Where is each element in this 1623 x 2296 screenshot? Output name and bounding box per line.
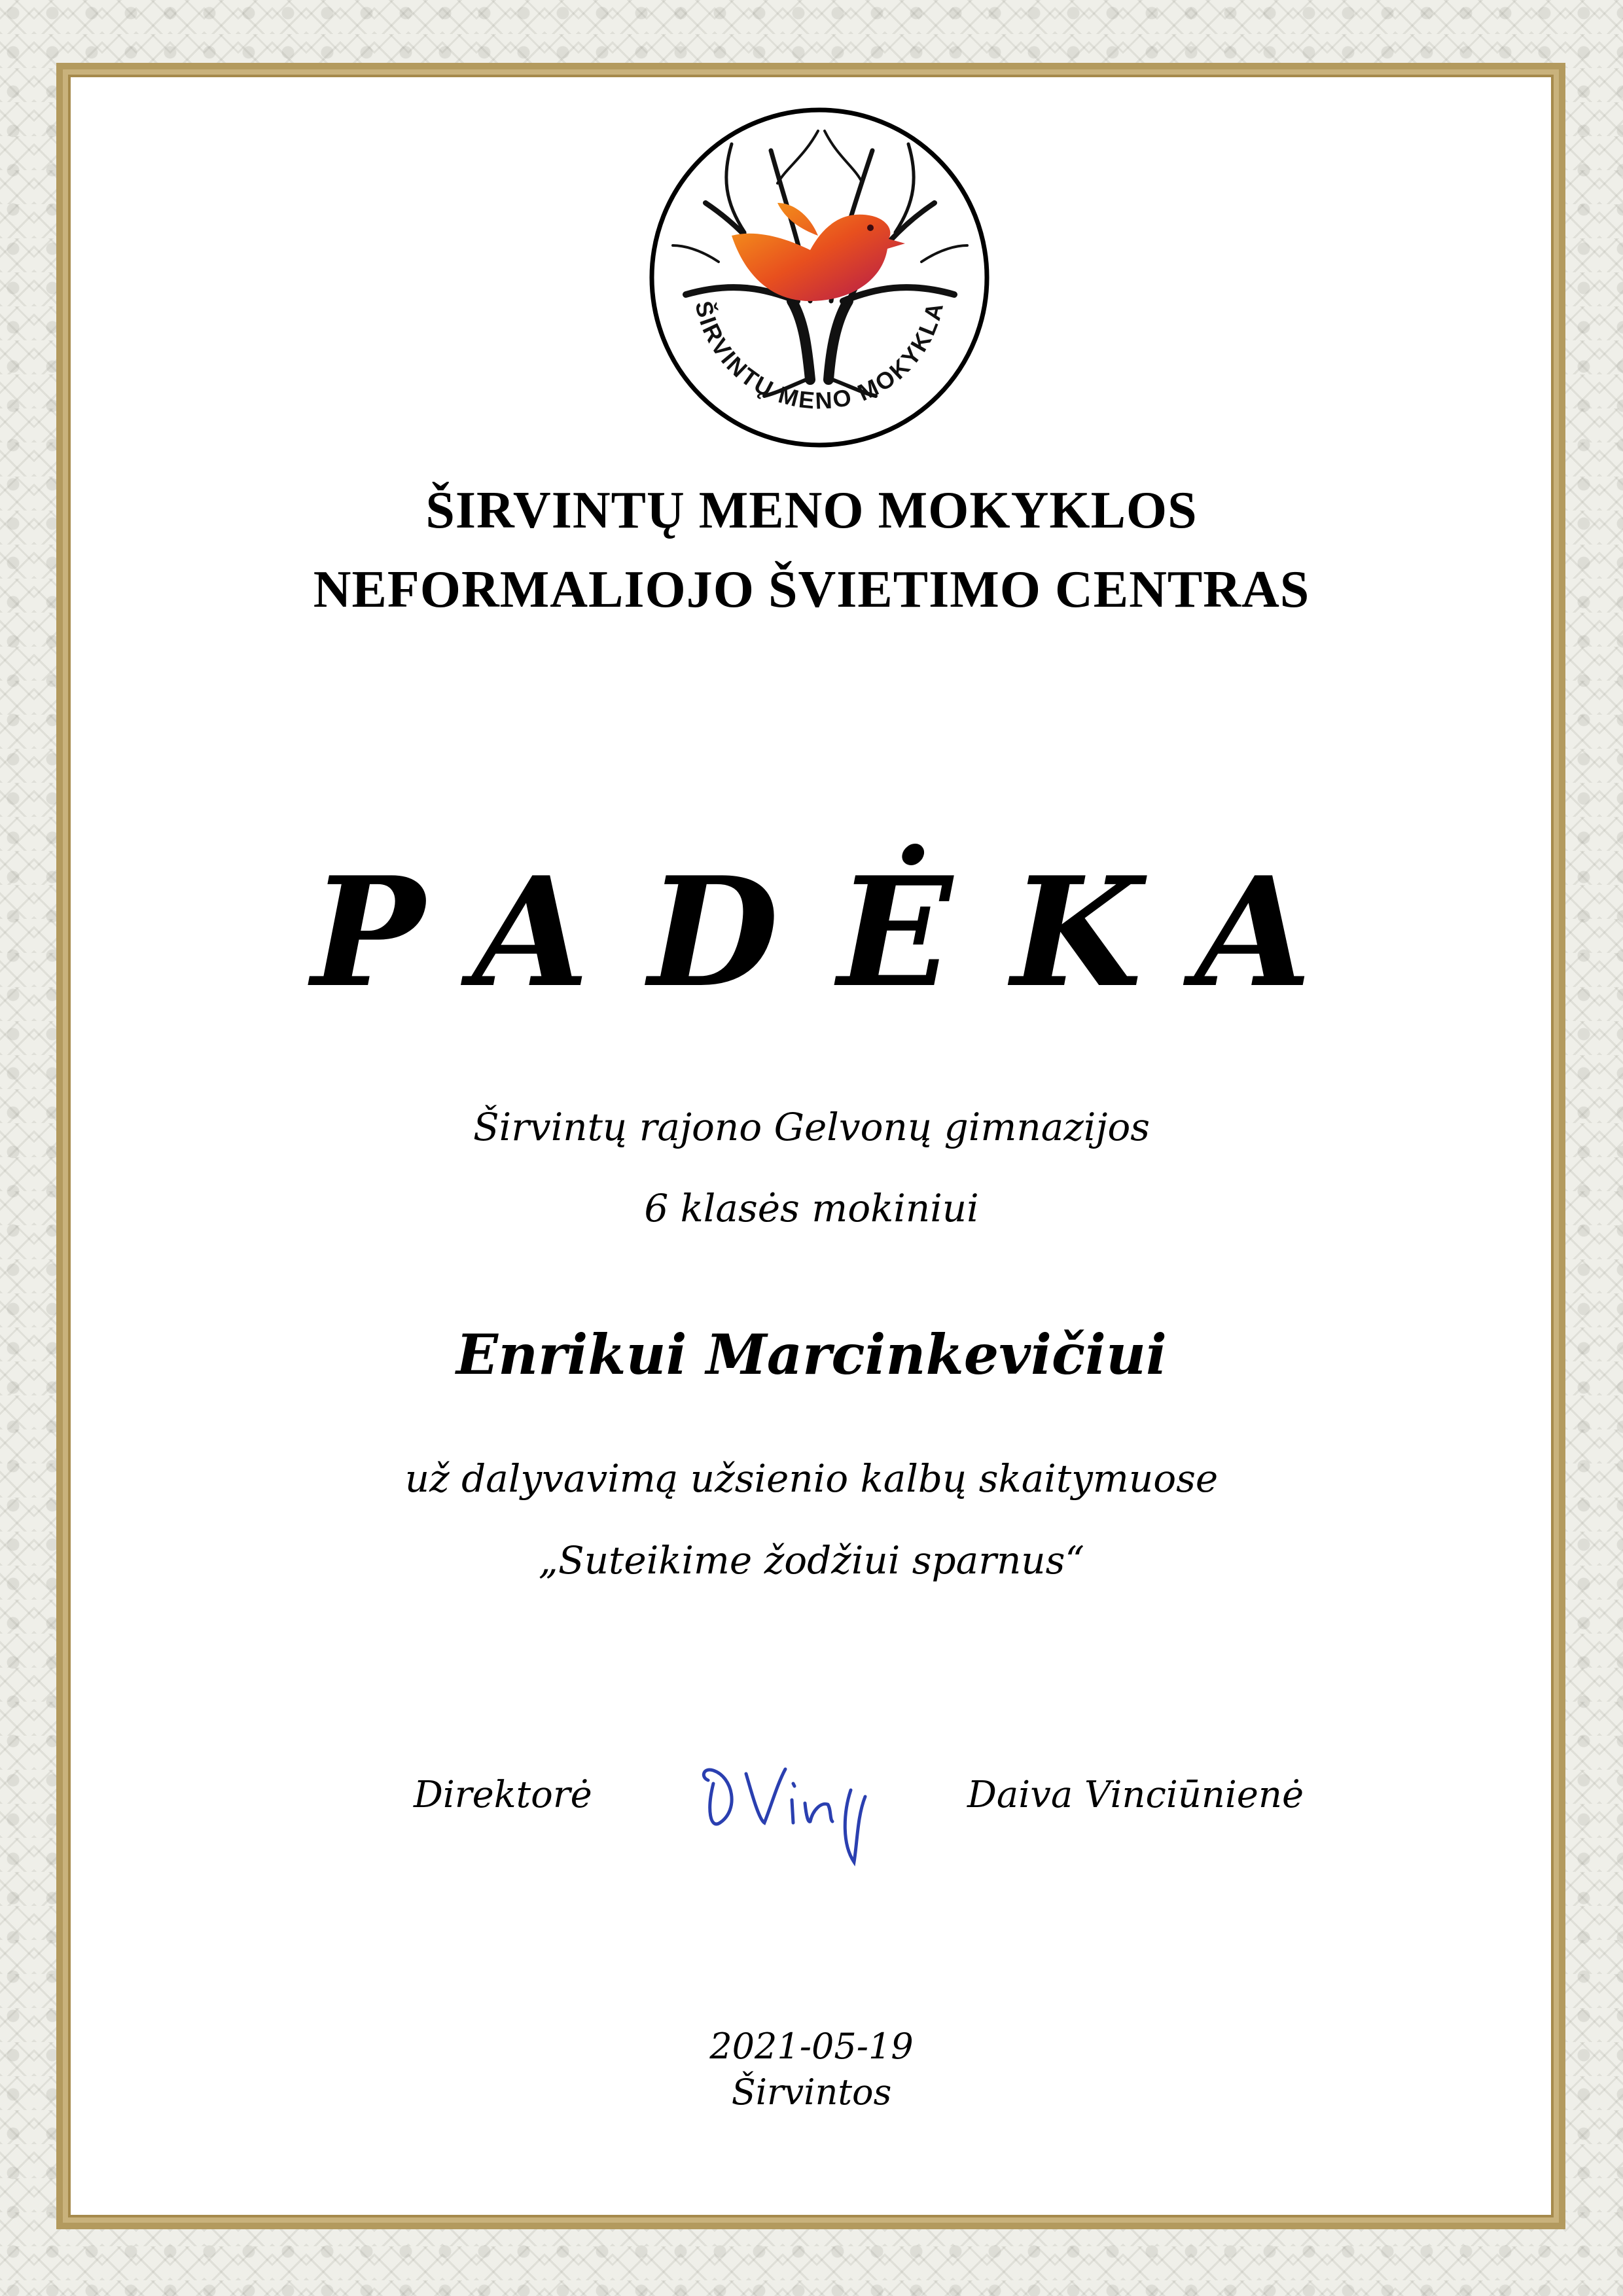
signer-role: Direktorė <box>414 1774 592 1816</box>
event-name: „Suteikime žodžiui sparnus“ <box>538 1538 1085 1583</box>
handwritten-signature <box>694 1744 870 1869</box>
logo-ring-text: ŠIRVINTŲ MENO MOKYKLA <box>690 298 949 414</box>
signer-name: Daiva Vinciūnienė <box>967 1774 1304 1816</box>
school-logo <box>647 105 992 450</box>
issue-date: 2021-05-19 <box>709 2026 914 2067</box>
recipient-school: Širvintų rajono Gelvonų gimnazijos <box>473 1105 1150 1149</box>
recipient-name: Enrikui Marcinkevičiui <box>456 1322 1167 1387</box>
recipient-class: 6 klasės mokiniui <box>644 1186 979 1230</box>
certificate-title: PADĖKA <box>311 844 1371 1021</box>
award-reason: už dalyvavimą užsienio kalbų skaitymuose <box>404 1456 1219 1501</box>
issue-place: Širvintos <box>731 2072 892 2113</box>
institution-name-line-2: NEFORMALIOJO ŠVIETIMO CENTRAS <box>313 561 1310 619</box>
institution-name-line-1: ŠIRVINTŲ MENO MOKYKLOS <box>425 482 1198 539</box>
